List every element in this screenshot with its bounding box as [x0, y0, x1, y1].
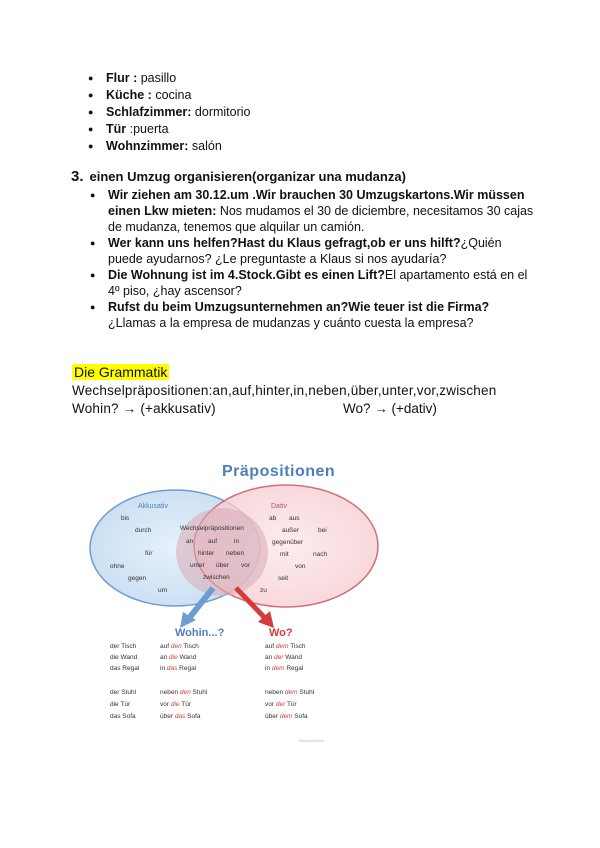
table-cell: vor die Tür	[160, 701, 191, 708]
dat-word: gegenüber	[272, 539, 304, 546]
grammar-wohin: Wohin? → (+akkusativ)	[72, 401, 216, 416]
section-title: einen Umzug organisieren(organizar una mudanza)	[89, 169, 406, 184]
wechsel-label: Wechselpräpositionen	[180, 525, 244, 532]
mid-word: neben	[226, 550, 245, 557]
list-item: ● Küche : cocina	[88, 87, 251, 104]
list-item: ● Schlafzimmer: dormitorio	[88, 104, 251, 121]
mid-word: auf	[208, 538, 218, 545]
table-cell: in das Regal	[160, 665, 197, 672]
table-cell: auf dem Tisch	[265, 643, 306, 650]
mid-word: zwischen	[203, 574, 230, 581]
dat-word: aus	[289, 515, 300, 522]
mid-word: unter	[190, 562, 205, 569]
table-cell: über das Sofa	[160, 713, 201, 720]
table-cell: neben den Stuhl	[160, 689, 208, 696]
akkusativ-label: Akkusativ	[138, 503, 168, 510]
table-cell: der Stuhl	[110, 689, 137, 696]
list-item: ● Wer kann uns helfen?Hast du Klaus gefragt,ob er uns hilft?¿Quién puede ayudarnos? ¿Le preguntaste a Klaus si nos ayudaría?	[90, 235, 535, 267]
grammar-title: Die Grammatik	[74, 364, 168, 380]
mid-word: hinter	[198, 550, 215, 557]
table-cell: das Regal	[110, 665, 140, 672]
akk-word: ohne	[110, 563, 125, 570]
table-cell: über dem Sofa	[265, 713, 308, 720]
mid-word: vor	[241, 562, 251, 569]
dat-word: ab	[269, 515, 277, 522]
grammar-wo: Wo? → (+dativ)	[343, 401, 437, 416]
dat-word: zu	[260, 587, 267, 594]
wo-table	[265, 643, 315, 720]
list-item: ● Wohnzimmer: salón	[88, 138, 251, 155]
dat-word: außer	[282, 527, 299, 534]
akk-word: um	[158, 587, 168, 594]
wohin-heading: Wohin...?	[175, 627, 225, 639]
table-cell: auf den Tisch	[160, 643, 199, 650]
wo-heading: Wo?	[269, 627, 293, 639]
table-cell: vor der Tür	[265, 701, 297, 708]
dat-word: seit	[278, 575, 289, 582]
diagram-title: Präpositionen	[222, 463, 336, 480]
table-cell: in dem Regal	[265, 665, 304, 672]
table-cell: die Wand	[110, 654, 138, 661]
wohin-table	[110, 643, 208, 720]
dativ-label: Dativ	[271, 503, 287, 510]
table-cell: an die Wand	[160, 654, 197, 661]
dat-word: bei	[318, 527, 327, 534]
list-item: ● Wir ziehen am 30.12.um .Wir brauchen 30 Umzugskartons.Wir müssen einen Lkw mieten: Nos mudamos el 30 de diciembre, necesitamos 30 cajas de mudanza, tenemos que alquilar un camión.	[90, 187, 535, 235]
list-item: ● Die Wohnung ist im 4.Stock.Gibt es einen Lift?El apartamento está en el 4º piso, ¿hay ascensor?	[90, 267, 535, 299]
list-item: ● Tür :puerta	[88, 121, 251, 138]
list-item: ● Flur : pasillo	[88, 70, 251, 87]
akk-word: bis	[121, 515, 130, 522]
table-cell: neben dem Stuhl	[265, 689, 315, 696]
dat-word: nach	[313, 551, 328, 558]
mid-word: über	[216, 562, 230, 569]
grammar-prepositions: Wechselpräpositionen:an,auf,hinter,in,neben,über,unter,vor,zwischen	[72, 383, 497, 398]
akk-word: durch	[135, 527, 152, 534]
mid-word: in	[234, 538, 240, 545]
overlap-area	[176, 508, 268, 596]
dat-word: mit	[280, 551, 289, 558]
akk-word: für	[145, 550, 153, 557]
section-number: 3.	[71, 168, 84, 185]
dat-word: von	[295, 563, 306, 570]
table-cell: an der Wand	[265, 654, 302, 661]
footer-note: Bildschirmfoto	[299, 738, 325, 743]
mid-word: an	[186, 538, 194, 545]
akk-word: gegen	[128, 575, 147, 582]
table-cell: das Sofa	[110, 713, 136, 720]
table-cell: die Tür	[110, 701, 131, 708]
list-item: ● Rufst du beim Umzugsunternehmen an?Wie teuer ist die Firma?¿Llamas a la empresa de mudanzas y cuánto cuesta la empresa?	[90, 299, 535, 331]
table-cell: der Tisch	[110, 643, 137, 650]
